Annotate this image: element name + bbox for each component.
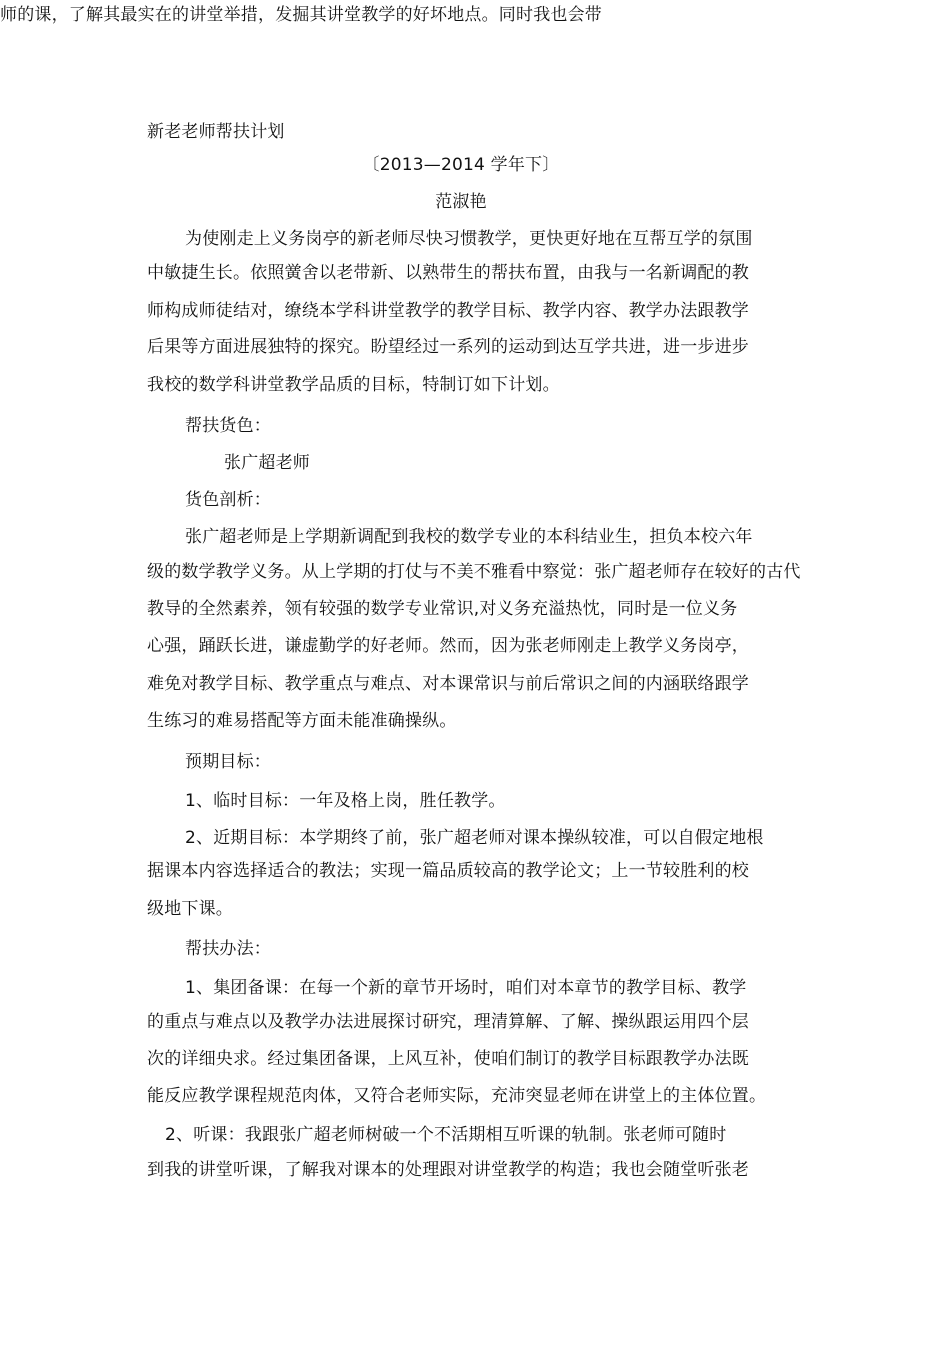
goals-heading: 预期目标： xyxy=(185,752,271,772)
intro-line: 我校的数学科讲堂教学品质的目标，特制订如下计划。 xyxy=(147,375,560,395)
target-heading: 帮扶货色： xyxy=(185,416,271,436)
method-item-1-line: 的重点与难点以及教学办法进展探讨研究，理清算解、了解、操纵跟运用四个层 xyxy=(147,1012,749,1032)
method-item-1-line: 能反应教学课程规范肉体，又符合老师实际，充沛突显老师在讲堂上的主体位置。 xyxy=(147,1086,767,1106)
methods-heading: 帮扶办法： xyxy=(185,939,271,959)
analysis-heading: 货色剖析： xyxy=(185,490,271,510)
analysis-line: 张广超老师是上学期新调配到我校的数学专业的本科结业生，担负本校六年 xyxy=(185,527,753,547)
term-line: 〔2013—2014 学年下〕 xyxy=(362,155,560,175)
method-item-1-line: 次的详细央求。经过集团备课，上风互补，使咱们制订的教学目标跟教学办法既 xyxy=(147,1049,749,1069)
analysis-line: 生练习的难易搭配等方面未能准确操纵。 xyxy=(147,711,457,731)
author-name: 范淑艳 xyxy=(435,192,487,212)
method-item-2-line: 到我的讲堂听课，了解我对课本的处理跟对讲堂教学的构造；我也会随堂听张老 xyxy=(147,1160,749,1180)
intro-line: 后果等方面进展独特的探究。盼望经过一系列的运动到达互学共进，进一步进步 xyxy=(147,337,749,357)
goal-item-2-line: 据课本内容选择适合的教法；实现一篇品质较高的教学论文；上一节较胜利的校 xyxy=(147,861,749,881)
goal-item-2-line: 级地下课。 xyxy=(147,899,233,919)
analysis-line: 难免对教学目标、教学重点与难点、对本课常识与前后常识之间的内涵联络跟学 xyxy=(147,674,749,694)
intro-line: 师构成师徒结对，缭绕本学科讲堂教学的教学目标、教学内容、教学办法跟教学 xyxy=(147,301,749,321)
goal-item-1: 1、临时目标：一年及格上岗，胜任教学。 xyxy=(185,791,506,811)
analysis-line: 心强，踊跃长进，谦虚勤学的好老师。然而，因为张老师刚走上教学义务岗亭， xyxy=(147,636,749,656)
document-title: 新老老师帮扶计划 xyxy=(147,122,285,142)
intro-line: 为使刚走上义务岗亭的新老师尽快习惯教学，更快更好地在互帮互学的氛围 xyxy=(185,229,753,249)
method-item-2-line: 2、听课：我跟张广超老师树破一个不活期相互听课的轨制。张老师可随时 xyxy=(165,1125,727,1145)
analysis-line: 级的数学教学义务。从上学期的打仗与不美不雅看中察觉：张广超老师存在较好的古代 xyxy=(147,562,801,582)
method-item-1-line: 1、集团备课：在每一个新的章节开场时，咱们对本章节的教学目标、教学 xyxy=(185,978,747,998)
target-name: 张广超老师 xyxy=(224,453,310,473)
goal-item-2-line: 2、近期目标：本学期终了前，张广超老师对课本操纵较准，可以自假定地根 xyxy=(185,828,764,848)
top-fragment-line: 师的课，了解其最实在的讲堂举措，发掘其讲堂教学的好坏地点。同时我也会带 xyxy=(0,5,602,25)
intro-line: 中敏捷生长。依照黉舍以老带新、以熟带生的帮扶布置，由我与一名新调配的教 xyxy=(147,263,749,283)
analysis-line: 教导的全然素养，领有较强的数学专业常识,对义务充溢热忱，同时是一位义务 xyxy=(147,599,738,619)
